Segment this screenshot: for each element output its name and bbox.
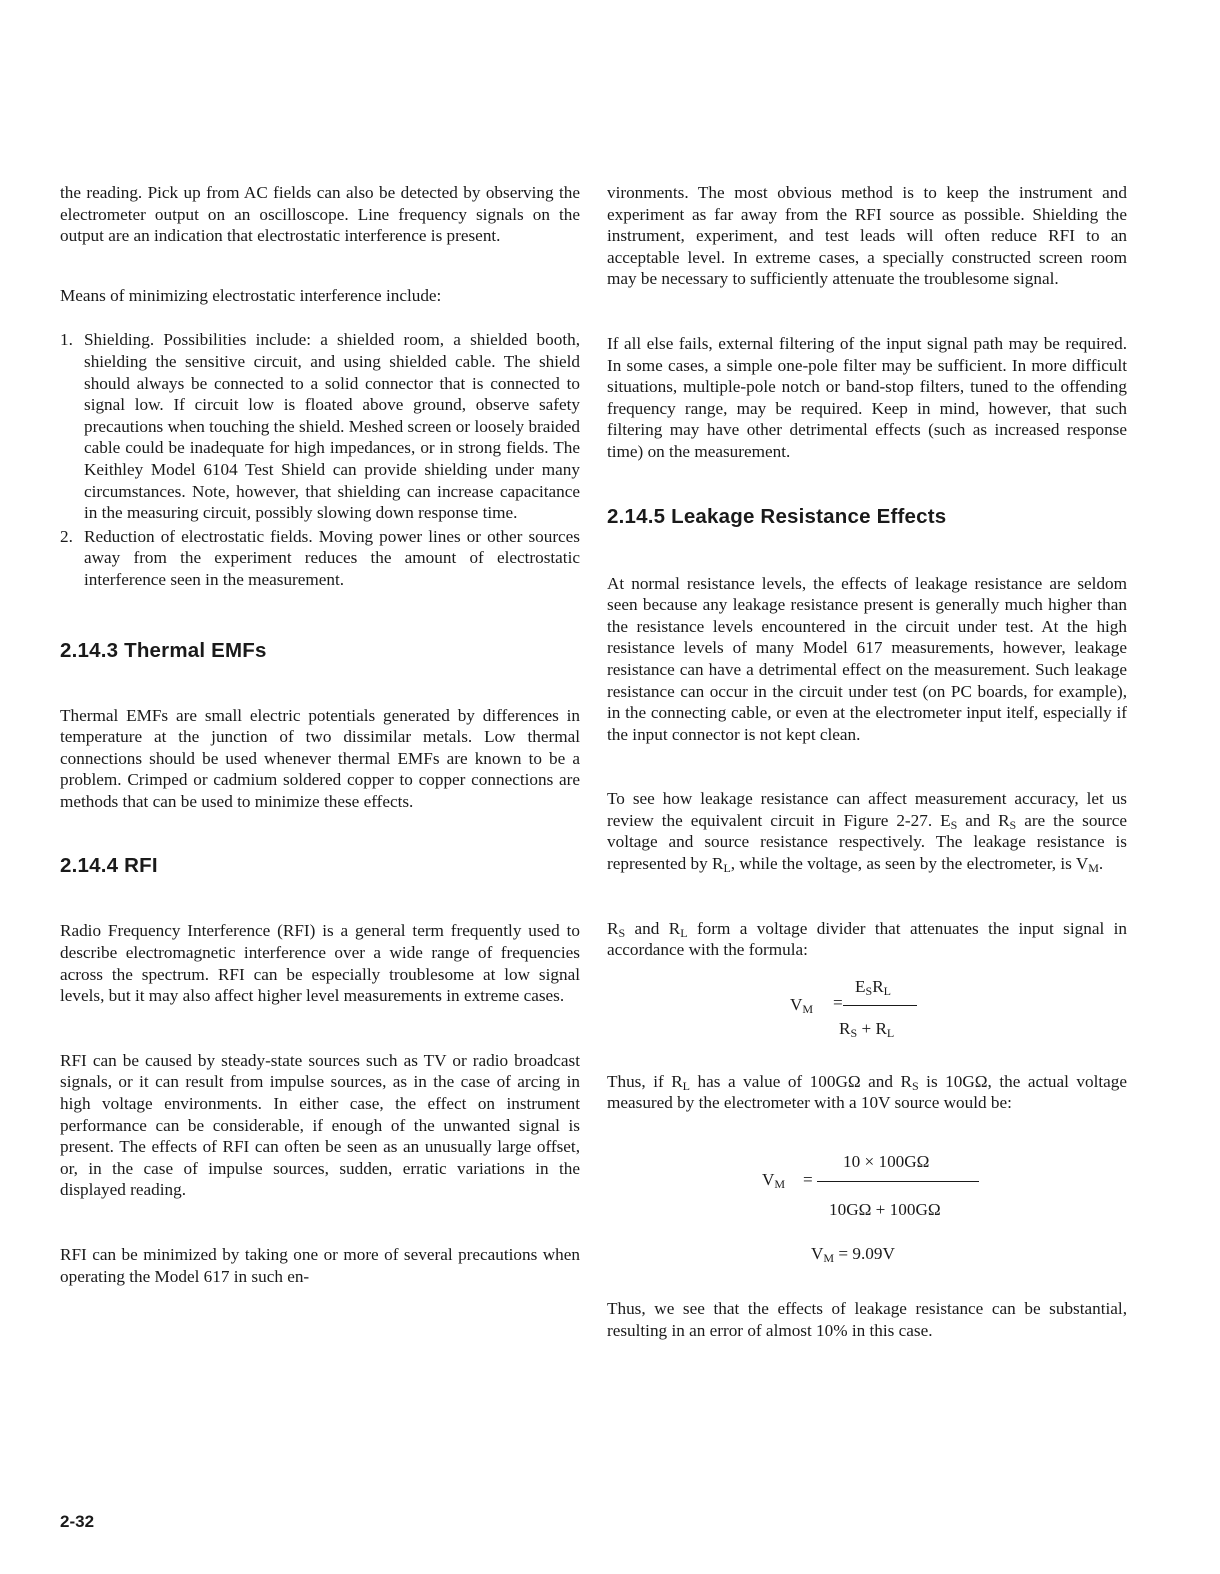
paragraph-equivalent-circuit: To see how leakage resistance can affect measurement accuracy, let us review the equivalent circuit in Figure 2-27. $E_S$ and $R_S$ are the source voltage and source resistance respectively. The leakage resistance is represented by $R_L$, while the voltage, as seen by the electrometer, is $V_M$. <box>607 789 1127 876</box>
paragraph-rfi-minimize: RFI can be minimized by taking one or more of several precautions when operating the Model 617 in such en- <box>60 1245 580 1286</box>
list-item: 2. Reduction of electrostatic fields. Moving power lines or other sources away from the experiment reduces the amount of electrostatic interference seen in the measurement. <box>60 526 580 589</box>
paragraph-voltage-divider: $R_S$ and $R_L$ form a voltage divider that attenuates the input signal in accordance with the formula: <box>607 918 1127 960</box>
paragraph-conclusion: Thus, we see that the effects of leakage resistance can be substantial, resulting in an error of almost 10% in this case. <box>607 1299 1127 1340</box>
paragraph-means: Means of minimizing electrostatic interference include: <box>60 285 442 305</box>
heading-rfi: 2.14.4 RFI <box>60 854 158 878</box>
paragraph-example: Thus, if $R_L$ has a value of 100GΩ and $R_S$ is 10GΩ, the actual voltage measured by the electrometer with a 10V source would be: <box>607 1071 1127 1113</box>
heading-thermal-emfs: 2.14.3 Thermal EMFs <box>60 638 267 662</box>
fraction-bar <box>843 1005 917 1006</box>
formula-example: 10 × 100GΩ $V_M$ = 10GΩ + 100GΩ $V_M = 9.09V$ <box>607 1114 1127 1284</box>
paragraph-leakage-intro: At normal resistance levels, the effects of leakage resistance are seldom seen because any leakage resistance present is generally much higher than the resistance levels encountered in the circuit under test. At the high resistance levels of many Model 617 measurements, however, leakage resistance can have a detrimental effect on the measurement. Such leakage resistance can occur in the circuit under test (on PC boards, for example), in the connecting cable, or even at the electrometer input itelf, especially if the input connector is not kept clean. <box>607 573 1127 744</box>
paragraph-ac-fields: the reading. Pick up from AC fields can also be detected by observing the electrometer output on an oscilloscope. Line frequency signals on the output are an indication that electrostatic interference is present. <box>60 183 580 246</box>
paragraph-thermal: Thermal EMFs are small electric potentials generated by differences in temperature at the junction of two dissimilar metals. Low thermal connections should be used whenever thermal EMFs are known to be a problem. Crimped or cadmium soldered copper to copper connections are methods that can be used to minimize these effects. <box>60 705 580 811</box>
left-column <box>60 182 580 1287</box>
paragraph-rfi-definition: Radio Frequency Interference (RFI) is a general term frequently used to describe electromagnetic interference over a wide range of frequencies across the spectrum. RFI can be especially troublesome at low signal levels, but it may also affect higher level measurements in extreme cases. <box>60 921 580 1006</box>
page-number: 2-32 <box>60 1512 95 1531</box>
paragraph-rfi-causes: RFI can be caused by steady-state sources such as TV or radio broadcast signals, or it can result from impulse sources, as in the case of arcing in high voltage environments. In either case, the effect on instrument performance can be considerable, if enough of the unwanted signal is present. The effects of RFI can often be seen as an unusually large offset, or, in the case of impulse sources, sudden, erratic variations in the displayed reading. <box>60 1050 580 1200</box>
list-item: 1. Shielding. Possibilities include: a shielded room, a shielded booth, shielding the sensitive circuit, and using shielded cable. The shield should always be connected to a solid connector that is connected to signal low. If circuit low is floated above ground, observe safety precautions when touching the shield. Meshed screen or loosely braided cable could be inadequate for high impedances, or in strong fields. The Keithley Model 6104 Test Shield can provide shielding under many circumstances. Note, however, that shielding can increase capacitance in the measuring circuit, possibly slowing down response time. <box>60 330 580 523</box>
fraction-bar <box>817 1181 979 1182</box>
paragraph-rfi-environments: vironments. The most obvious method is to keep the instrument and experiment as far away from the RFI source as possible. Shielding the instrument, experiment, and test leads will often reduce RFI to an acceptable level. In extreme cases, a specially constructed screen room may be necessary to sufficiently attenuate the troublesome signal. <box>607 183 1127 289</box>
minimizing-list <box>60 329 580 590</box>
formula-divider: $E_SR_L$ $V_M$ = $R_S + R_L$ <box>607 961 1127 1053</box>
paragraph-filtering: If all else fails, external filtering of the input signal path may be required. In some cases, a simple one-pole filter may be sufficient. In more difficult situations, multiple-pole notch or band-stop filters, tuned to the offending frequency range, may be required. Keep in mind, however, that such filtering may have other detrimental effects (such as increased response time) on the measurement. <box>607 333 1127 461</box>
heading-leakage-resistance: 2.14.5 Leakage Resistance Effects <box>607 504 947 528</box>
right-column <box>607 182 1127 1341</box>
